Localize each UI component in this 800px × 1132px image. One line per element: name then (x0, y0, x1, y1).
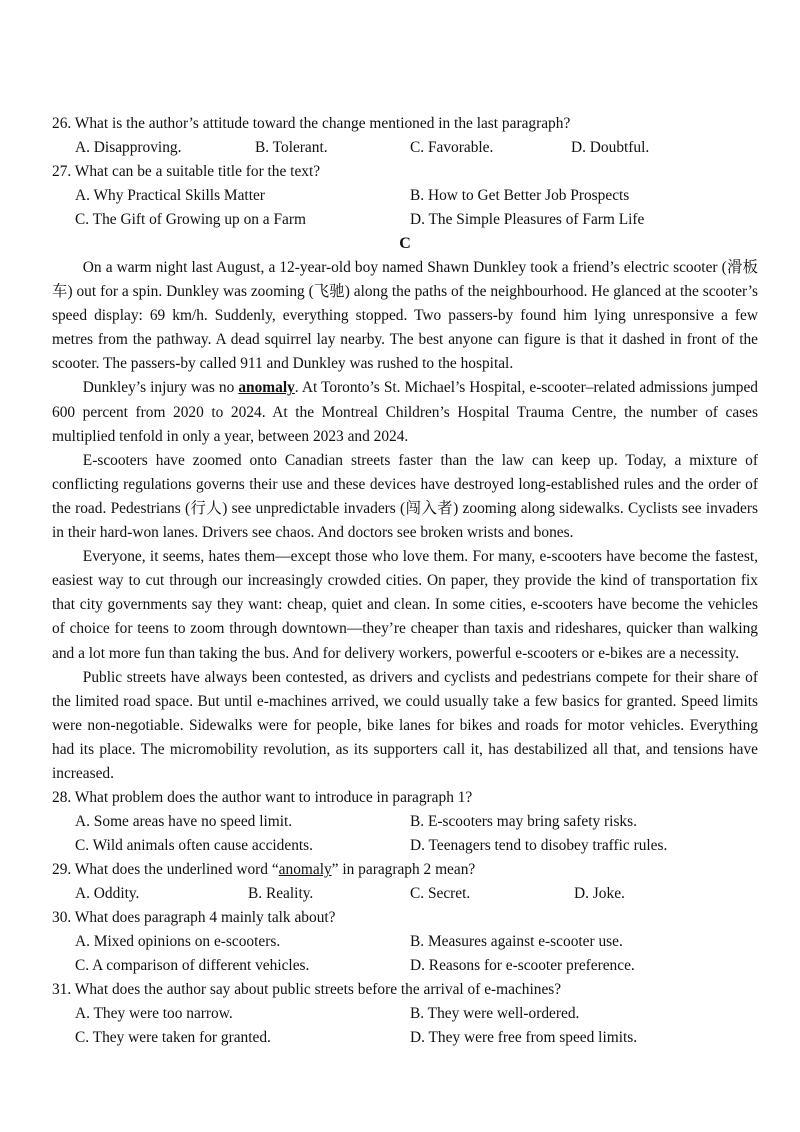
option-b: B. Measures against e-scooter use. (410, 933, 623, 951)
question-stem: 30. What does paragraph 4 mainly talk about? (52, 909, 336, 927)
option-c: C. Secret. (410, 885, 471, 903)
paragraph-2 (52, 376, 758, 448)
question-27 (52, 160, 758, 232)
option-a: A. Why Practical Skills Matter (75, 187, 265, 204)
question-stem: 27. What can be a suitable title for the text? (52, 163, 321, 180)
question-28 (52, 786, 758, 858)
question-stem: 31. What does the author say about public streets before the arrival of e-machines? (52, 981, 562, 999)
stem-underlined-word: anomaly (278, 861, 332, 879)
question-26 (52, 112, 758, 160)
option-d: D. Joke. (574, 885, 625, 903)
exam-page (52, 112, 758, 1050)
options-row (52, 208, 758, 232)
options-row (52, 810, 758, 834)
options-row (52, 954, 758, 978)
option-c: C. They were taken for granted. (75, 1029, 271, 1047)
underlined-word: anomaly (238, 379, 295, 397)
option-a: A. Oddity. (75, 885, 140, 903)
options-row (52, 1002, 758, 1026)
option-b: B. Tolerant. (255, 139, 328, 156)
option-a: A. They were too narrow. (75, 1005, 233, 1023)
option-b: B. Reality. (248, 885, 314, 903)
option-d: D. Teenagers tend to disobey traffic rules. (410, 837, 668, 855)
paragraph-2-after: . At Toronto’s St. Michael’s Hospital, e-scooter–related admissions jumped 600 percent from 2020 to 2024. At the Montreal Children’s Hospital Trauma Centre, the number of cases multiplied tenfold in only a year, between 2023 and 2024. (52, 379, 758, 445)
question-30 (52, 906, 758, 978)
option-d: D. The Simple Pleasures of Farm Life (410, 211, 645, 228)
paragraph-3: E-scooters have zoomed onto Canadian streets faster than the law can keep up. Today, a mixture of conflicting regulations governs their use and these devices have destroyed long-established rules and the order of the road. Pedestrians (行人) see unpredictable invaders (闯入者) zooming along sidewalks. Cyclists see invaders in their hard-won lanes. Drivers see chaos. And doctors see broken wrists and bones. (52, 451, 758, 542)
question-stem (52, 858, 758, 882)
option-a: A. Some areas have no speed limit. (75, 813, 293, 831)
stem-after: ” in paragraph 2 mean? (331, 861, 476, 879)
options-row (52, 1026, 758, 1050)
option-d: D. They were free from speed limits. (410, 1029, 638, 1047)
options-row (52, 184, 758, 208)
question-stem: 28. What problem does the author want to introduce in paragraph 1? (52, 789, 473, 807)
options-row (52, 930, 758, 954)
section-heading: C (399, 235, 411, 252)
option-c: C. The Gift of Growing up on a Farm (75, 211, 306, 228)
option-d: D. Doubtful. (571, 139, 650, 156)
option-b: B. They were well-ordered. (410, 1005, 580, 1023)
option-c: C. Wild animals often cause accidents. (75, 837, 314, 855)
options-row (52, 882, 758, 906)
options-row (52, 136, 758, 160)
option-a: A. Disapproving. (75, 139, 182, 156)
question-stem: 26. What is the author’s attitude toward the change mentioned in the last paragraph? (52, 115, 571, 132)
option-b: B. How to Get Better Job Prospects (410, 187, 630, 204)
option-b: B. E-scooters may bring safety risks. (410, 813, 637, 831)
options-row (52, 834, 758, 858)
option-c: C. A comparison of different vehicles. (75, 957, 310, 975)
paragraph-5: Public streets have always been contested, as drivers and cyclists and pedestrians compete for their share of the limited road space. But until e-machines arrived, we could usually take a few basics for granted. Speed limits were non-negotiable. Sidewalks were for people, bike lanes for bikes and roads for motor vehicles. Everything had its place. The micromobility revolution, as its supporters call it, has destabilized all that, and tensions have increased. (52, 668, 758, 782)
paragraph-2-before: Dunkley’s injury was no (82, 379, 239, 397)
question-29 (52, 858, 758, 906)
question-31 (52, 978, 758, 1050)
option-d: D. Reasons for e-scooter preference. (410, 957, 635, 975)
stem-before: 29. What does the underlined word “ (52, 861, 279, 879)
paragraph-4: Everyone, it seems, hates them—except those who love them. For many, e-scooters have become the fastest, easiest way to cut through our increasingly crowded cities. On paper, they provide the kind of transportation fix that city governments say they want: cheap, quiet and clean. In some cities, e-scooters have become the vehicles of choice for teens to zoom through downtown—they’re cheaper than taxis and rideshares, quicker than walking and a lot more fun than taking the bus. And for delivery workers, powerful e-scooters or e-bikes are a necessity. (52, 548, 758, 662)
option-a: A. Mixed opinions on e-scooters. (75, 933, 281, 951)
passage (52, 256, 758, 786)
option-c: C. Favorable. (410, 139, 494, 156)
paragraph-1: On a warm night last August, a 12-year-old boy named Shawn Dunkley took a friend’s electric scooter (滑板车) out for a spin. Dunkley was zooming (飞驰) along the paths of the neighbourhood. He glanced at the scooter’s speed display: 69 km/h. Suddenly, everything stopped. Two passers-by found him lying unresponsive a few metres from the pathway. A dead squirrel lay nearby. The best anyone can figure is that it dashed in front of the scooter. The passers-by called 911 and Dunkley was rushed to the hospital. (52, 259, 758, 373)
